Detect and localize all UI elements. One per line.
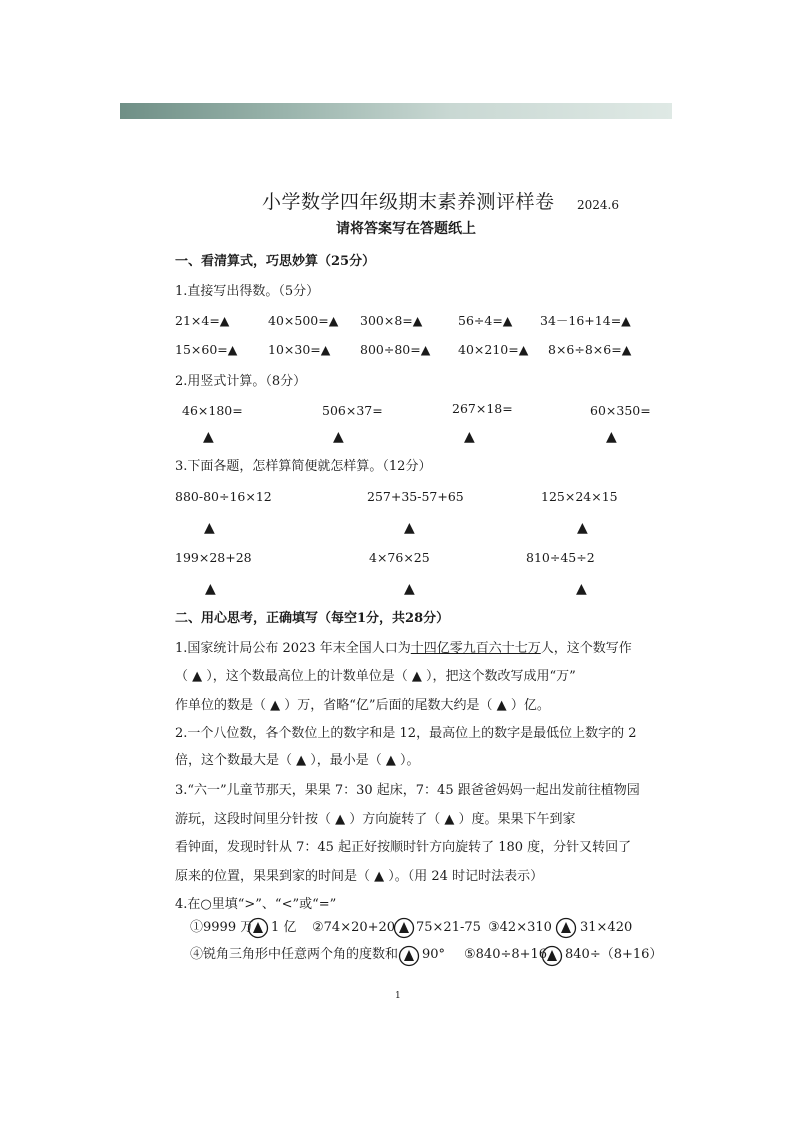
s2-q3-line: 原来的位置，果果到家的时间是（ ▲ ）。（用 24 时记时法表示）: [175, 869, 544, 884]
oral-calc-item: 10×30=▲: [268, 342, 331, 357]
answer-mark: ▲: [577, 520, 588, 536]
q2-label: 2.用竖式计算。（8分）: [175, 374, 307, 389]
compare-item: 31×420: [580, 920, 633, 935]
q1-label: 1.直接写出得数。（5分）: [175, 284, 320, 299]
compare-item: ③42×310: [488, 920, 552, 935]
answer-mark: ▲: [404, 581, 415, 597]
compare-circle-icon[interactable]: [555, 917, 577, 939]
compare-item: 840÷（8+16）: [565, 947, 663, 962]
section1-heading: 一、看清算式，巧思妙算（25分）: [175, 254, 376, 269]
underlined-population: 十四亿零九百六十七万: [410, 641, 541, 656]
s2-q3-line: 游玩，这段时间里分针按（ ▲ ）方向旋转了（ ▲ ）度。果果下午到家: [175, 812, 576, 827]
compare-item: ④锐角三角形中任意两个角的度数和: [190, 947, 399, 962]
s2-q4-label: 4.在○里填“>”、“<”或“=”: [175, 897, 337, 912]
exam-date: 2024.6: [577, 198, 619, 212]
q3-label: 3.下面各题，怎样算简便就怎样算。（12分）: [175, 459, 432, 474]
vertical-calc-item: 46×180=: [182, 403, 243, 418]
compare-item: ②74×20+20: [312, 920, 396, 935]
oral-calc-item: 800÷80=▲: [360, 342, 431, 357]
vertical-calc-item: 506×37=: [322, 403, 383, 418]
answer-mark: ▲: [576, 581, 587, 597]
oral-calc-item: 40×210=▲: [458, 342, 529, 357]
s2-q2-line: 2.一个八位数，各个数位上的数字和是 12，最高位上的数字是最低位上数字的 2: [175, 726, 637, 741]
page-title: 小学数学四年级期末素养测评样卷: [262, 191, 555, 213]
simplify-calc-item: 880-80÷16×12: [175, 489, 272, 504]
compare-item: 75×21-75: [416, 920, 481, 935]
compare-item: 90°: [422, 947, 446, 962]
compare-item: ⑤840÷8+16: [464, 947, 548, 962]
simplify-calc-item: 199×28+28: [175, 550, 252, 565]
scan-top-strip: [120, 103, 672, 119]
compare-item: 1 亿: [271, 920, 297, 935]
oral-calc-item: 56÷4=▲: [458, 313, 513, 328]
oral-calc-item: 34－16+14=▲: [540, 313, 631, 328]
answer-mark: ▲: [606, 429, 617, 445]
oral-calc-item: 15×60=▲: [175, 342, 238, 357]
vertical-calc-item: 267×18=: [452, 401, 513, 416]
answer-mark: ▲: [333, 429, 344, 445]
page-number: 1: [395, 991, 401, 1001]
page-subtitle: 请将答案写在答题纸上: [336, 221, 476, 237]
oral-calc-item: 40×500=▲: [268, 313, 339, 328]
compare-circle-icon[interactable]: [393, 917, 415, 939]
s2-q3-line: 3.“六一”儿童节那天，果果 7：30 起床，7：45 跟爸爸妈妈一起出发前往植物园: [175, 783, 640, 798]
s2-q3-line: 看钟面，发现时针从 7：45 起正好按顺时针方向旋转了 180 度，分针又转回了: [175, 840, 632, 855]
section2-heading: 二、用心思考，正确填写（每空1分，共28分）: [175, 611, 450, 626]
answer-mark: ▲: [464, 429, 475, 445]
answer-mark: ▲: [203, 429, 214, 445]
answer-mark: ▲: [404, 520, 415, 536]
simplify-calc-item: 125×24×15: [541, 489, 618, 504]
oral-calc-item: 8×6÷8×6=▲: [548, 342, 632, 357]
vertical-calc-item: 60×350=: [590, 403, 651, 418]
s2-q1-line: 1.国家统计局公布 2023 年末全国人口为十四亿零九百六十七万人，这个数写作: [175, 641, 632, 656]
s2-q1-line: 作单位的数是（ ▲ ）万，省略“亿”后面的尾数大约是（ ▲ ）亿。: [175, 698, 550, 713]
simplify-calc-item: 4×76×25: [369, 550, 430, 565]
compare-circle-icon[interactable]: [247, 917, 269, 939]
answer-mark: ▲: [204, 520, 215, 536]
s2-q2-line: 倍，这个数最大是（ ▲ ），最小是（ ▲ ）。: [175, 753, 420, 768]
compare-circle-icon[interactable]: [398, 945, 420, 967]
oral-calc-item: 300×8=▲: [360, 313, 423, 328]
s2-q1-line: （ ▲ ），这个数最高位上的计数单位是（ ▲ ），把这个数改写成用“万”: [175, 669, 576, 684]
compare-circle-icon[interactable]: [541, 945, 563, 967]
simplify-calc-item: 810÷45÷2: [526, 550, 595, 565]
oral-calc-item: 21×4=▲: [175, 313, 230, 328]
simplify-calc-item: 257+35-57+65: [367, 489, 464, 504]
compare-item: ①9999 万: [190, 920, 254, 935]
answer-mark: ▲: [205, 581, 216, 597]
